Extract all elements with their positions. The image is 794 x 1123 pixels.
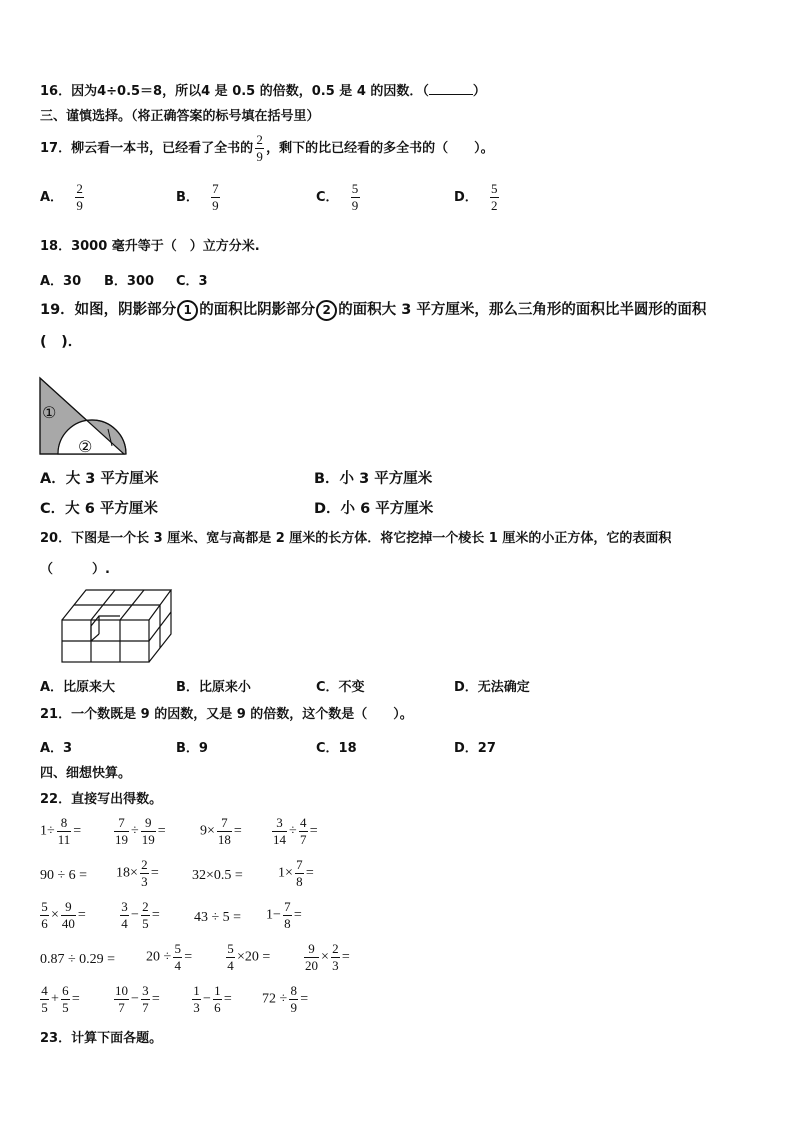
calc-r3-c: 43 ÷ 5 =: [194, 910, 242, 925]
q21-option-b[interactable]: B．9: [176, 741, 208, 756]
question-20-line2: （ ）.: [40, 562, 110, 577]
q19-option-d[interactable]: D．小 6 平方厘米: [314, 501, 434, 517]
q16-close: ）: [472, 84, 486, 99]
section-4-heading: 四、细想快算。: [40, 766, 132, 781]
q21-option-a[interactable]: A．3: [40, 741, 73, 756]
q18-option-a[interactable]: A．30: [40, 274, 82, 289]
q16-answer-blank[interactable]: [429, 82, 473, 95]
q17-option-a[interactable]: A． $\frac{2}{9}$: [40, 181, 83, 213]
q18-option-c[interactable]: C．3: [176, 274, 208, 289]
q19-option-a[interactable]: A．大 3 平方厘米: [40, 471, 159, 487]
q20-option-c[interactable]: C．不变: [316, 680, 365, 695]
calc-r4-a: 0.87 ÷ 0.29 =: [40, 952, 116, 967]
circle-2-icon: 2: [316, 300, 337, 321]
calc-r1-c: 9× $\frac{7}{18}$ =: [200, 815, 242, 847]
calc-r5-d: 72 ÷ $\frac{8}{9}$ =: [262, 983, 309, 1015]
q17-fraction: $\frac{2}{9}$: [256, 132, 263, 164]
q18-option-b[interactable]: B．300: [104, 274, 155, 289]
q19-option-c[interactable]: C．大 6 平方厘米: [40, 501, 158, 517]
figure-label-1: ①: [42, 403, 57, 422]
calc-r4-c: $\frac{5}{4}$ ×20 =: [227, 941, 271, 973]
q17-option-b[interactable]: B． $\frac{7}{9}$: [176, 181, 219, 213]
calc-r5-b: $\frac{10}{7}$ − $\frac{3}{7}$ =: [115, 983, 160, 1015]
figure-label-2: ②: [78, 437, 93, 456]
q20-cuboid-figure: [60, 586, 174, 666]
calc-r4-b: 20 ÷ $\frac{5}{4}$ =: [146, 941, 193, 973]
question-23-title: 23．计算下面各题。: [40, 1031, 163, 1046]
q17-option-d[interactable]: D． $\frac{5}{2}$: [454, 181, 498, 213]
question-21: 21．一个数既是 9 的因数，又是 9 的倍数，这个数是（ ）。: [40, 707, 413, 722]
q20-option-d[interactable]: D．无法确定: [454, 680, 530, 695]
question-19: 19．如图，阴影部分 1 的面积比阴影部分 2 的面积大 3 平方厘米，那么三角形的面积比半圆形的面积: [40, 299, 706, 321]
section-3-heading: 三、谨慎选择。（将正确答案的标号填在括号里）: [40, 109, 320, 124]
q16-text: 16．因为4÷0.5＝8，所以4 是 0.5 的倍数，0.5 是 4 的因数．（: [40, 84, 429, 99]
calc-r2-a: 90 ÷ 6 =: [40, 868, 88, 883]
calc-r3-a: $\frac{5}{6}$ × $\frac{9}{40}$ =: [41, 899, 86, 931]
q20-option-a[interactable]: A．比原来大: [40, 680, 116, 695]
q21-option-c[interactable]: C．18: [316, 741, 357, 756]
question-19-line2: ( )．: [40, 334, 83, 350]
calc-r1-a: 1÷ $\frac{8}{11}$ =: [40, 815, 82, 847]
calc-r1-b: $\frac{7}{19}$ ÷ $\frac{9}{19}$ =: [115, 815, 166, 847]
q19-triangle-semicircle-figure: [36, 374, 132, 460]
calc-r2-b: 18× $\frac{2}{3}$ =: [116, 857, 159, 889]
q21-option-d[interactable]: D．27: [454, 741, 496, 756]
calc-r2-c: 32×0.5 =: [192, 868, 243, 883]
question-22-title: 22．直接写出得数。: [40, 792, 163, 807]
circle-1-icon: 1: [177, 300, 198, 321]
question-16: [40, 82, 486, 101]
question-18: 18．3000 毫升等于（ ）立方分米.: [40, 239, 260, 254]
q17-pre: 17．柳云看一本书，已经看了全书的: [40, 141, 254, 156]
calc-r5-c: $\frac{1}{3}$ − $\frac{1}{6}$ =: [193, 983, 232, 1015]
calc-r3-d: 1− $\frac{7}{8}$ =: [266, 899, 302, 931]
calc-r1-d: $\frac{3}{14}$ ÷ $\frac{4}{7}$ =: [273, 815, 318, 847]
question-17: [40, 132, 494, 166]
q20-option-b[interactable]: B．比原来小: [176, 680, 251, 695]
q19-option-b[interactable]: B．小 3 平方厘米: [314, 471, 433, 487]
calc-r2-d: 1× $\frac{7}{8}$ =: [278, 857, 314, 889]
q17-option-c[interactable]: C． $\frac{5}{9}$: [316, 181, 359, 213]
calc-r5-a: $\frac{4}{5}$ + $\frac{6}{5}$ =: [41, 983, 80, 1015]
question-20: 20．下图是一个长 3 厘米、宽与高都是 2 厘米的长方体．将它挖掉一个棱长 1 厘米的小正方体，它的表面积: [40, 531, 672, 546]
calc-r4-d: $\frac{9}{20}$ × $\frac{2}{3}$ =: [305, 941, 350, 973]
calc-r3-b: $\frac{3}{4}$ − $\frac{2}{5}$ =: [121, 899, 160, 931]
q17-post: ，剩下的比已经看的多全书的（ ）。: [266, 141, 494, 156]
